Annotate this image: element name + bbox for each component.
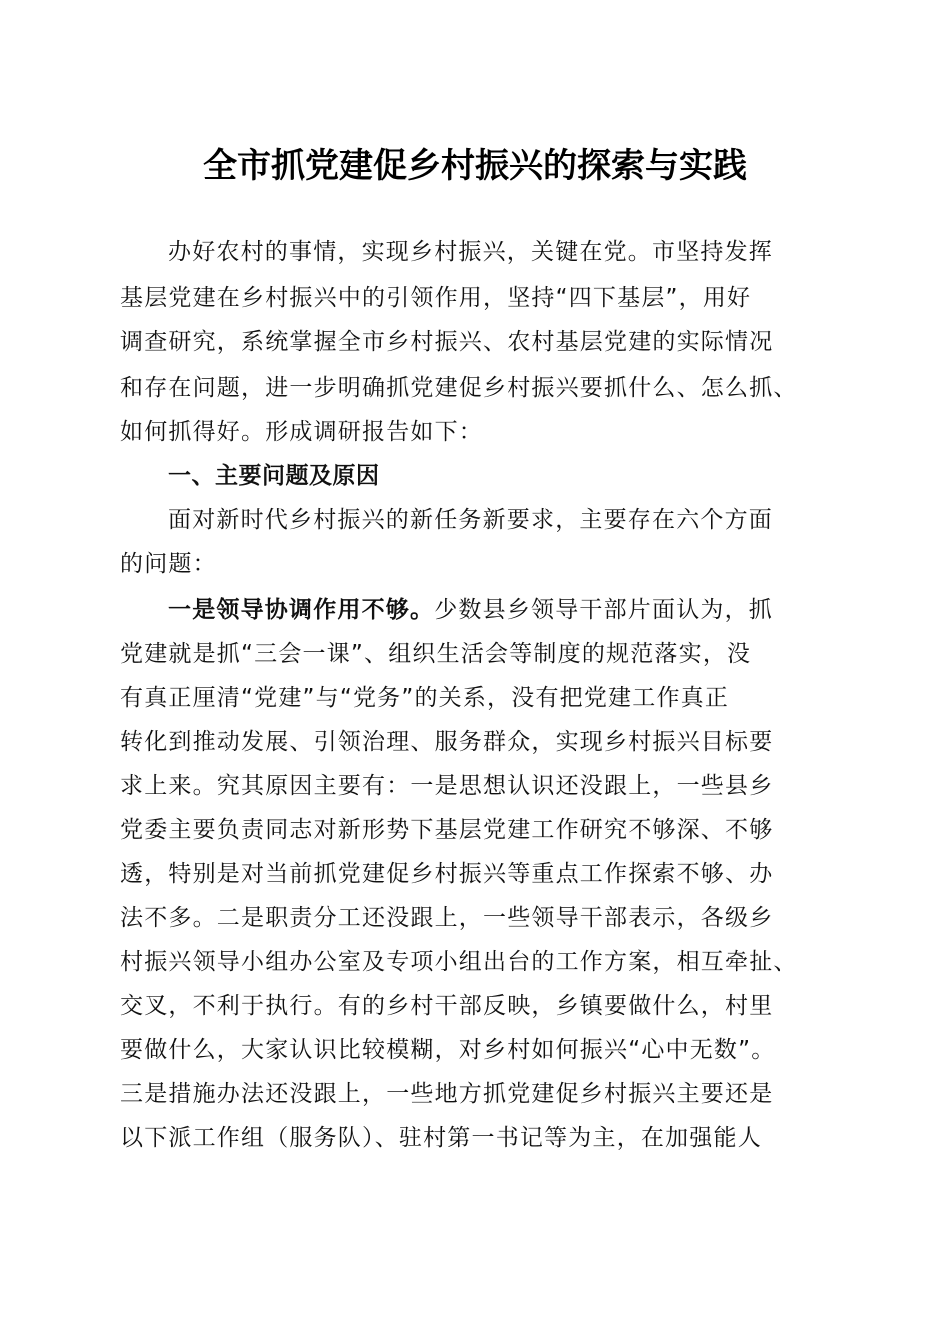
- paragraph-line: 求上来。究其原因主要有：一是思想认识还没跟上，一些县乡: [120, 773, 774, 799]
- paragraph-line: 党建就是抓“三会一课”、组织生活会等制度的规范落实，没: [120, 641, 752, 667]
- paragraph-line: 以下派工作组（服务队）、驻村第一书记等为主，在加强能人: [120, 1125, 762, 1151]
- paragraph-line: 转化到推动发展、引领治理、服务群众，实现乡村振兴目标要: [120, 729, 774, 755]
- paragraph-line: 村振兴领导小组办公室及专项小组出台的工作方案，相互牵扯、: [120, 949, 798, 975]
- paragraph-line: 法不多。二是职责分工还没跟上，一些领导干部表示，各级乡: [120, 905, 774, 931]
- paragraph-text: 少数县乡领导干部片面认为，抓: [434, 597, 774, 623]
- paragraph-line: 办好农村的事情，实现乡村振兴，关键在党。市坚持发挥: [168, 239, 773, 265]
- paragraph-line: 透，特别是对当前抓党建促乡村振兴等重点工作探索不够、办: [120, 861, 774, 887]
- paragraph-line: 如何抓得好。形成调研报告如下：: [120, 419, 483, 445]
- paragraph-line: 和存在问题，进一步明确抓党建促乡村振兴要抓什么、怎么抓、: [120, 375, 798, 401]
- paragraph-line: 三是措施办法还没跟上，一些地方抓党建促乡村振兴主要还是: [120, 1081, 774, 1107]
- document-title: 全市抓党建促乡村振兴的探索与实践: [203, 146, 747, 186]
- lead-phrase: 一是领导协调作用不够。: [168, 597, 435, 623]
- paragraph-line: 交叉，不利于执行。有的乡村干部反映，乡镇要做什么，村里: [120, 993, 774, 1019]
- paragraph-line: 的问题：: [120, 551, 217, 577]
- section-heading: 一、主要问题及原因: [168, 463, 380, 489]
- paragraph-line: 党委主要负责同志对新形势下基层党建工作研究不够深、不够: [120, 817, 774, 843]
- paragraph-line: 有真正厘清“党建”与“党务”的关系，没有把党建工作真正: [120, 685, 730, 711]
- paragraph-line: 要做什么，大家认识比较模糊，对乡村如何振兴“心中无数”。: [120, 1037, 776, 1063]
- paragraph-line: 调查研究，系统掌握全市乡村振兴、农村基层党建的实际情况: [120, 329, 774, 355]
- paragraph-line: 基层党建在乡村振兴中的引领作用，坚持“四下基层”，用好: [120, 285, 752, 311]
- paragraph-line: 面对新时代乡村振兴的新任务新要求，主要存在六个方面: [168, 507, 773, 533]
- paragraph-line-with-lead: [168, 595, 773, 625]
